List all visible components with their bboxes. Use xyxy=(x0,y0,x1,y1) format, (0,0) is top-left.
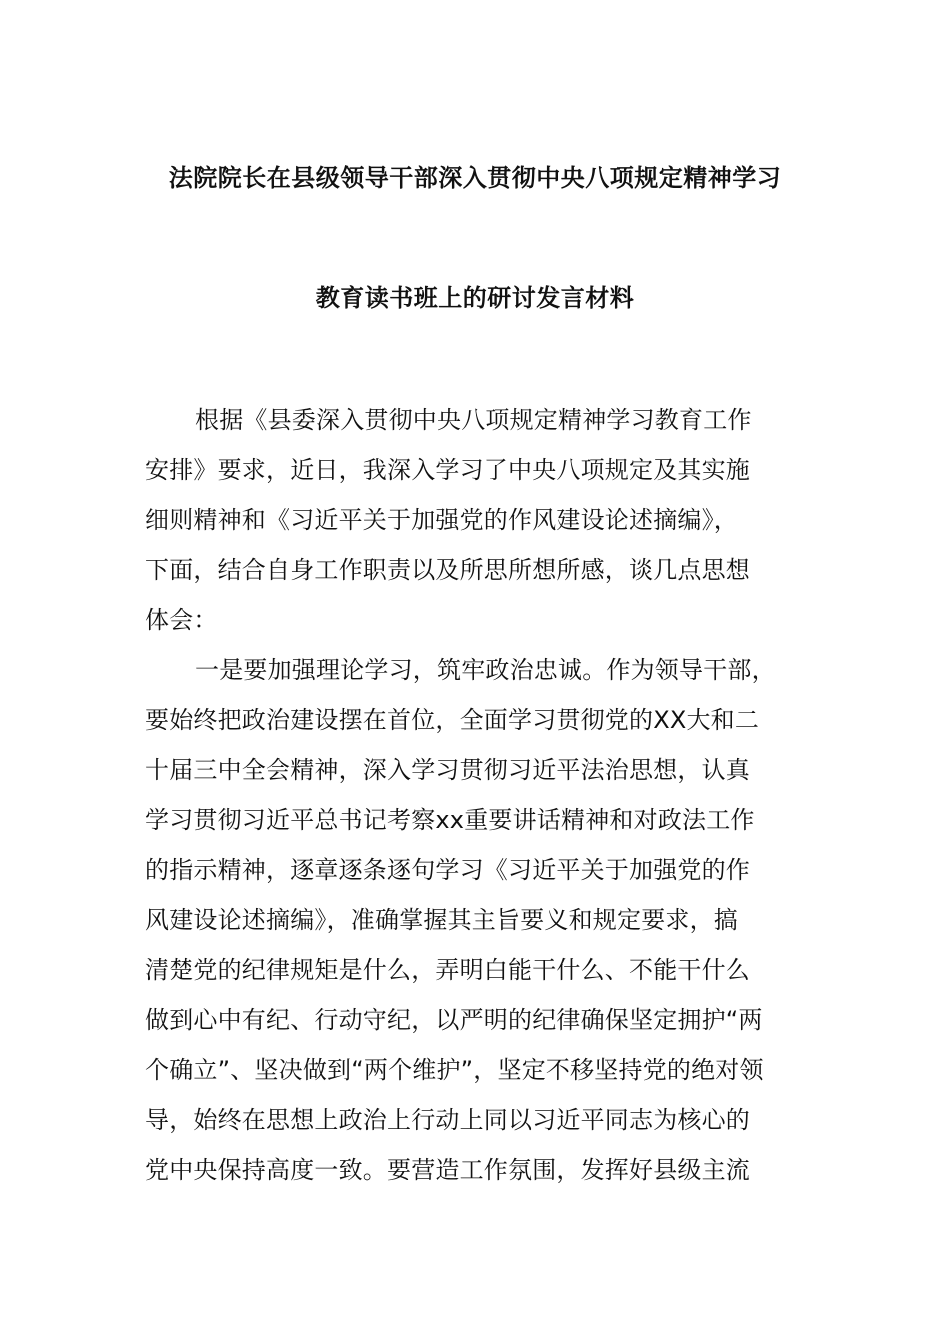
body-line: 清楚党的纪律规矩是什么，弄明白能干什么、不能干什么 xyxy=(145,956,750,984)
body-line: 党中央保持高度一致。要营造工作氛围，发挥好县级主流 xyxy=(145,1156,750,1184)
body-line: 一是要加强理论学习，筑牢政治忠诚。作为领导干部， xyxy=(195,656,776,684)
body-line: 下面，结合自身工作职责以及所思所想所感，谈几点思想 xyxy=(145,556,750,584)
body-line: 十届三中全会精神，深入学习贯彻习近平法治思想，认真 xyxy=(145,756,750,784)
body-line: 根据《县委深入贯彻中央八项规定精神学习教育工作 xyxy=(195,406,752,434)
body-line: 个确立”、坚决做到“两个维护”，坚定不移坚持党的绝对领 xyxy=(145,1056,764,1084)
body-line: 的指示精神，逐章逐条逐句学习《习近平关于加强党的作 xyxy=(145,856,750,884)
body-line: 风建设论述摘编》，准确掌握其主旨要义和规定要求，搞 xyxy=(145,906,738,934)
body-line: 学习贯彻习近平总书记考察xx重要讲话精神和对政法工作 xyxy=(145,806,755,834)
body-line: 体会： xyxy=(145,606,218,634)
body-line: 细则精神和《习近平关于加强党的作风建设论述摘编》， xyxy=(145,506,738,534)
body-line: 做到心中有纪、行动守纪，以严明的纪律确保坚定拥护“两 xyxy=(145,1006,763,1034)
body-line: 导，始终在思想上政治上行动上同以习近平同志为核心的 xyxy=(145,1106,750,1134)
body-line: 安排》要求，近日，我深入学习了中央八项规定及其实施 xyxy=(145,456,750,484)
document-title-line-2: 教育读书班上的研讨发言材料 xyxy=(315,284,635,312)
document-title-line-1: 法院院长在县级领导干部深入贯彻中央八项规定精神学习 xyxy=(168,164,782,192)
body-line: 要始终把政治建设摆在首位，全面学习贯彻党的XX大和二 xyxy=(145,706,760,734)
